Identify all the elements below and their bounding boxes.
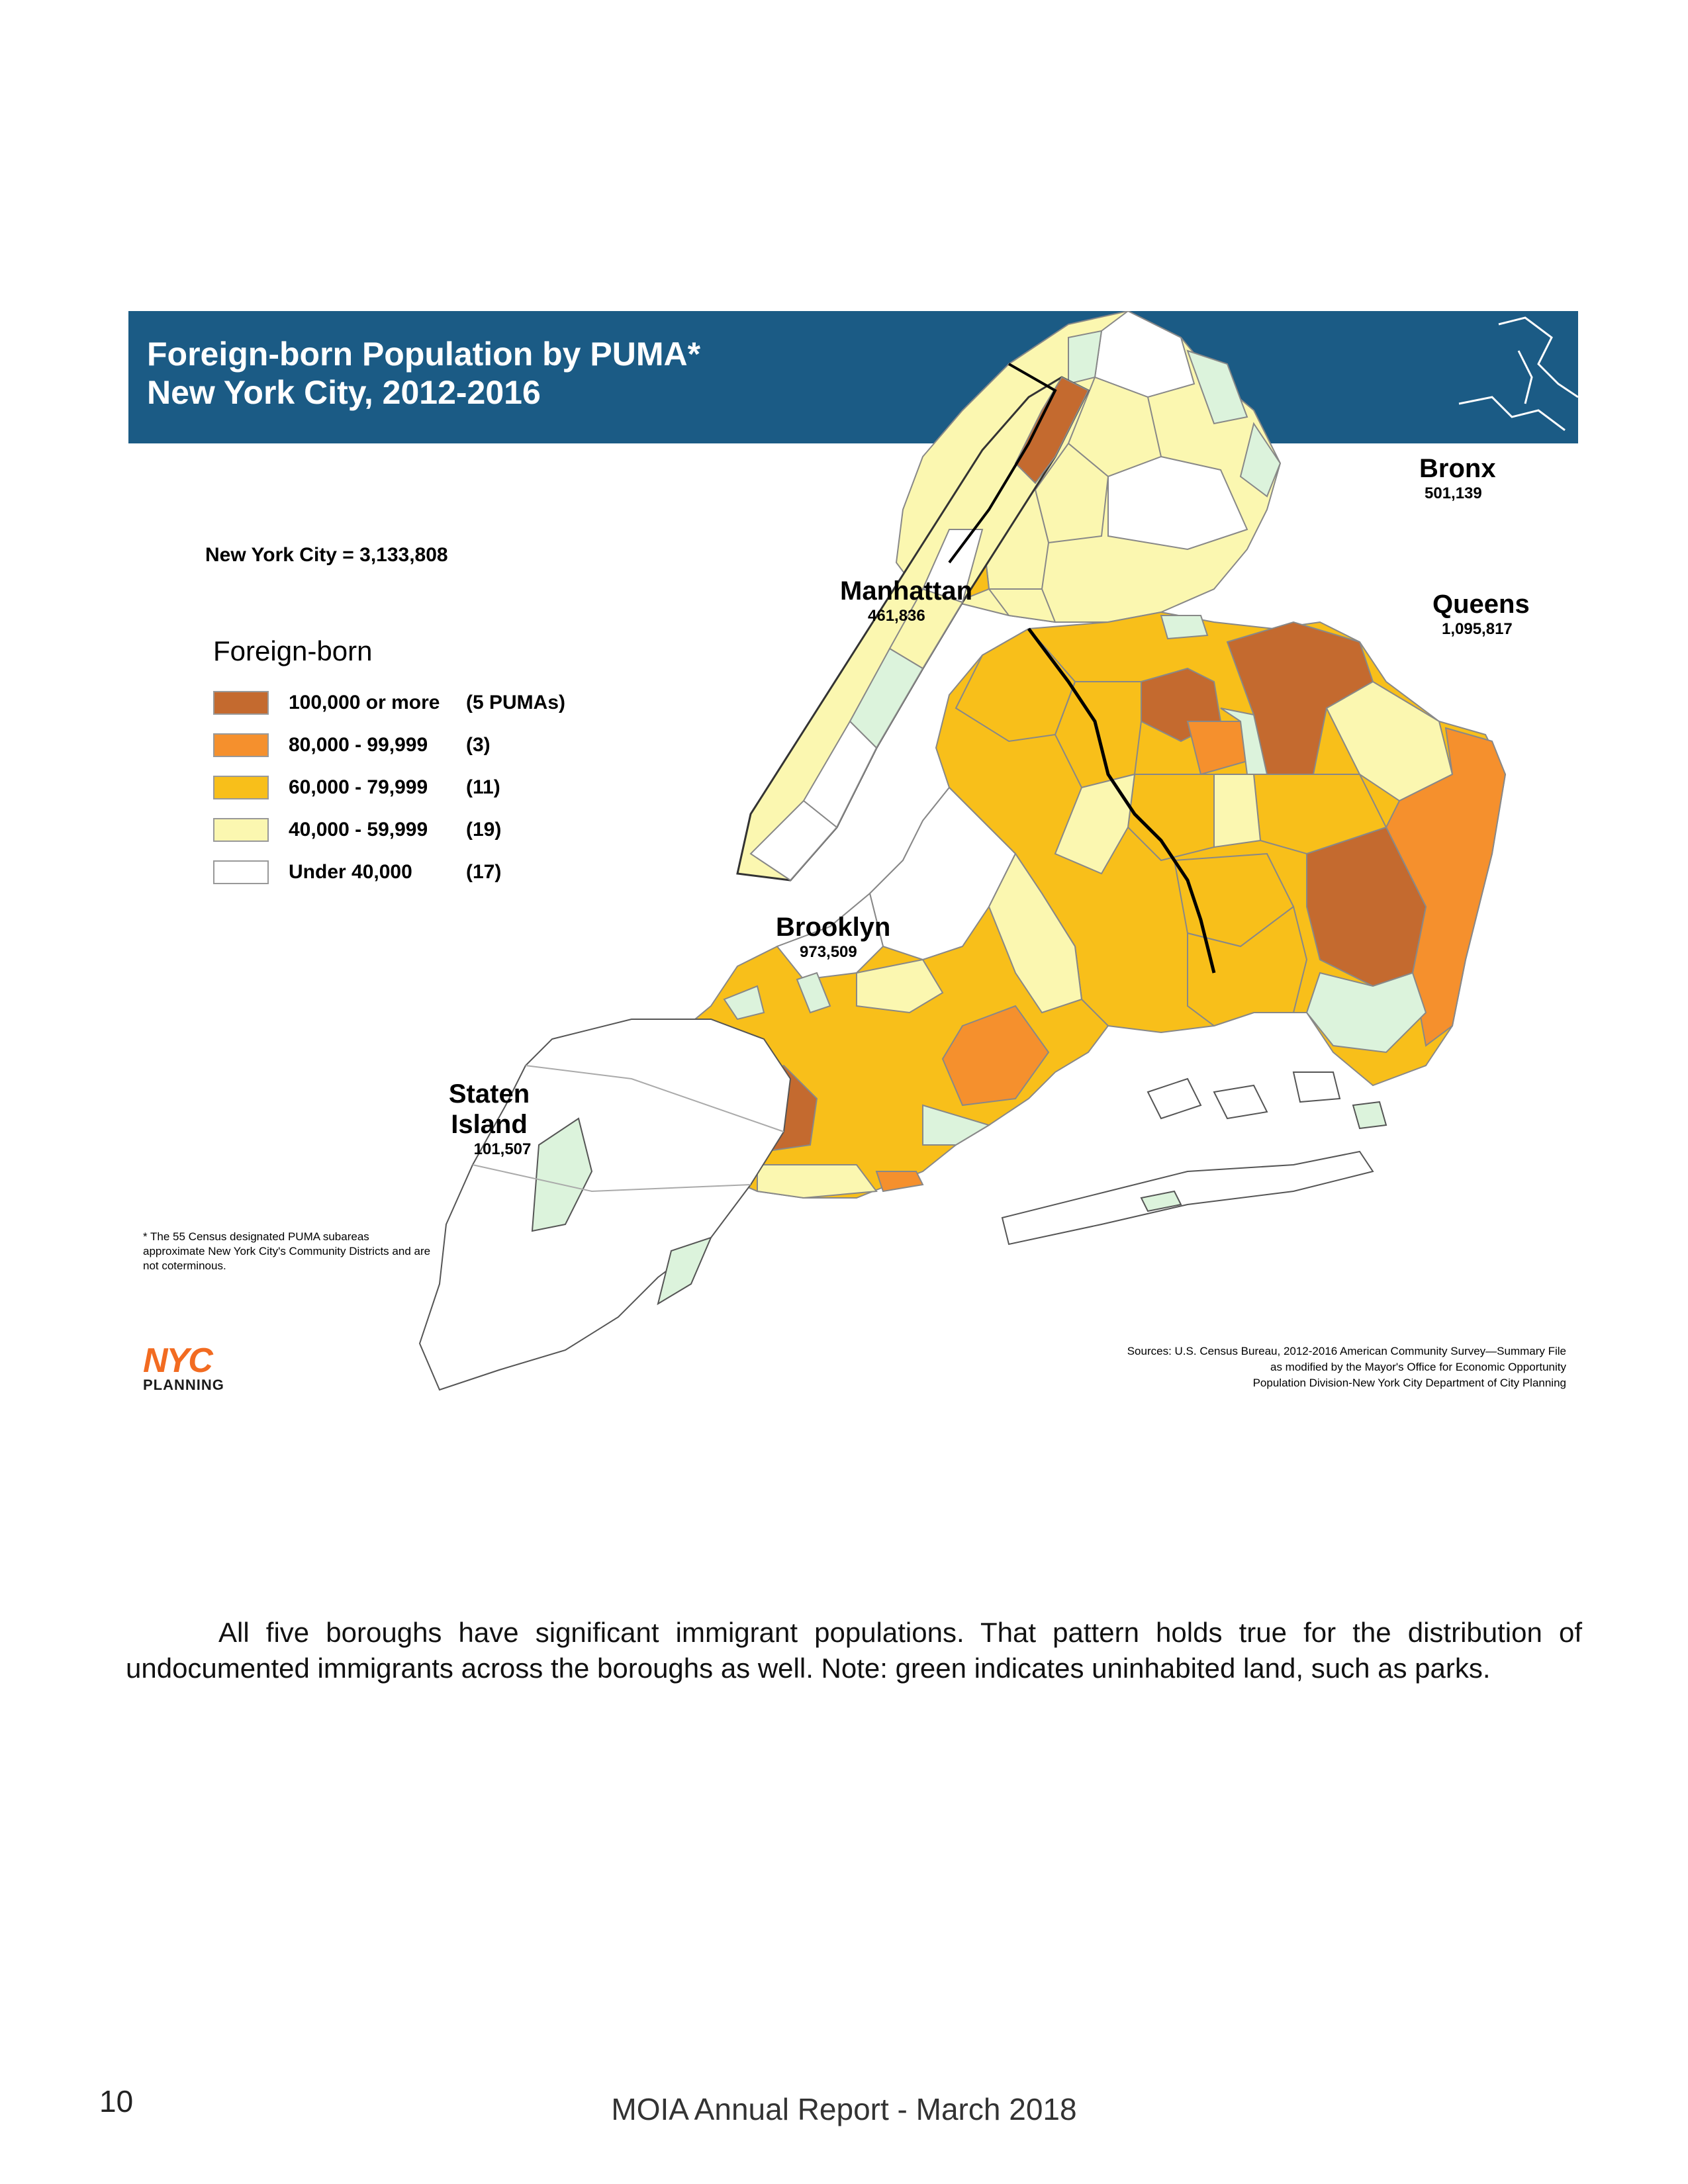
borough-name: Manhattan (840, 576, 972, 606)
foreign-born-map-figure (128, 311, 1578, 1403)
borough-name: Brooklyn (776, 913, 891, 942)
sources-line: Population Division-New York City Department of City Planning (1252, 1377, 1566, 1389)
legend-swatch (213, 818, 269, 842)
borough-population: 1,095,817 (1442, 620, 1513, 638)
legend-item (213, 724, 565, 766)
legend-swatch (213, 733, 269, 757)
rockaway (1002, 1152, 1373, 1244)
logo-nyc-text: NYC (143, 1342, 212, 1380)
legend-swatch (213, 776, 269, 799)
jamaica-bay-islands (1002, 1072, 1386, 1244)
map-title-line2: New York City, 2012-2016 (147, 374, 541, 411)
manhattan-label (840, 576, 972, 626)
borough-population: 973,509 (800, 943, 857, 961)
island-4 (1353, 1102, 1386, 1128)
legend-label: Under 40,000 (289, 861, 412, 883)
legend-item (213, 682, 565, 724)
legend-count: (17) (466, 861, 502, 883)
queens-puma-mid-2 (1214, 774, 1260, 847)
queens-park-3 (1161, 615, 1207, 639)
brooklyn-label (776, 912, 890, 962)
queens-label (1432, 589, 1530, 639)
map-sources (970, 1343, 1566, 1391)
brooklyn-light-4 (757, 1165, 876, 1198)
staten-island-region (420, 1019, 790, 1390)
sources-line: as modified by the Mayor's Office for Economic Opportunity (1270, 1361, 1566, 1373)
page-number: 10 (99, 2084, 134, 2118)
borough-name: Bronx (1419, 454, 1496, 483)
staten-island-label (446, 1079, 559, 1160)
legend-label: 40,000 - 59,999 (289, 819, 428, 841)
legend-label: 60,000 - 79,999 (289, 776, 428, 798)
island-1 (1148, 1079, 1201, 1118)
borough-name: Queens (1432, 590, 1530, 619)
logo-planning-text: PLANNING (143, 1377, 224, 1393)
page-footer: MOIA Annual Report - March 2018 (611, 2092, 1077, 2126)
legend-item (213, 809, 565, 851)
nyc-planning-logo (143, 1342, 224, 1394)
map-footnote: * The 55 Census designated PUMA subareas approximate New York City's Community Districts and are not coterminous. (143, 1230, 431, 1272)
borough-population: 461,836 (868, 607, 925, 625)
legend-item (213, 766, 565, 809)
legend-swatch (213, 691, 269, 715)
legend-count: (5 PUMAs) (466, 692, 566, 713)
inset-coastline-2 (1459, 397, 1565, 430)
sources-line: Sources: U.S. Census Bureau, 2012-2016 American Community Survey—Summary File (1127, 1345, 1566, 1357)
legend-title: Foreign-born (213, 635, 373, 666)
inset-coastline-1 (1499, 318, 1578, 397)
borough-population: 501,139 (1425, 484, 1482, 502)
island-3 (1293, 1072, 1340, 1102)
legend-label: 100,000 or more (289, 692, 440, 713)
map-legend (213, 635, 565, 893)
legend-count: (11) (466, 776, 500, 798)
legend-count: (3) (466, 734, 491, 756)
borough-population: 101,507 (473, 1140, 532, 1158)
island-2 (1214, 1085, 1267, 1118)
region-inset-map (1459, 318, 1578, 430)
legend-item (213, 851, 565, 893)
map-title-line1: Foreign-born Population by PUMA* (147, 336, 701, 373)
nyc-total: New York City = 3,133,808 (205, 544, 448, 566)
inset-coastline-3 (1519, 351, 1532, 404)
legend-count: (19) (466, 819, 502, 841)
legend-label: 80,000 - 99,999 (289, 734, 428, 756)
borough-name: Staten Island (448, 1079, 530, 1139)
brooklyn-orange-small (876, 1171, 923, 1191)
body-paragraph: All five boroughs have significant immigrant populations. That pattern holds true for the distribution of undocumented immigrants across the boroughs as well. Note: green indicates uninhabited land, such as parks. (126, 1617, 1582, 1684)
legend-swatch (213, 860, 269, 884)
bronx-label (1419, 453, 1496, 504)
